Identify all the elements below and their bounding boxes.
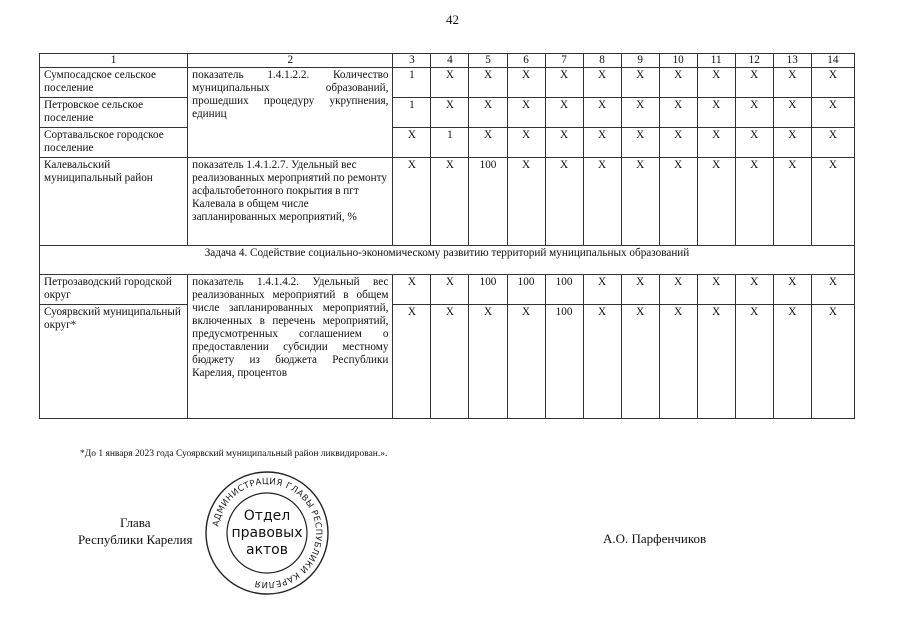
indicator-text: показатель 1.4.1.4.2. Удельный вес реализованных мероприятий в общем числе запланированных мероприятий, включенных в перечень мероприятий, предусмотренных соглашением о предоставлении субсидии местному бюджету из бюджета Республики Карелия, процентов — [188, 275, 393, 419]
value-cell: X — [583, 68, 621, 98]
value-cell: X — [545, 98, 583, 128]
value-cell: X — [735, 305, 773, 419]
header-row — [40, 54, 855, 68]
value-cell: X — [811, 68, 854, 98]
value-cell: X — [507, 68, 545, 98]
header-cell: 4 — [431, 54, 469, 68]
value-cell: X — [773, 305, 811, 419]
value-cell: X — [621, 305, 659, 419]
value-cell: X — [773, 275, 811, 305]
value-cell: X — [735, 275, 773, 305]
value-cell: X — [811, 158, 854, 246]
value-cell: X — [621, 128, 659, 158]
value-cell: X — [469, 68, 507, 98]
value-cell: X — [811, 275, 854, 305]
value-cell: X — [545, 128, 583, 158]
value-cell: X — [393, 275, 431, 305]
value-cell: X — [621, 275, 659, 305]
value-cell: X — [583, 158, 621, 246]
value-cell: X — [431, 98, 469, 128]
header-cell: 8 — [583, 54, 621, 68]
header-cell: 12 — [735, 54, 773, 68]
value-cell: X — [469, 98, 507, 128]
task-row — [40, 246, 855, 275]
value-cell: X — [697, 68, 735, 98]
value-cell: X — [697, 128, 735, 158]
value-cell: X — [659, 98, 697, 128]
value-cell: 1 — [393, 98, 431, 128]
task-title: Задача 4. Содействие социально-экономическому развитию территорий муниципальных образований — [40, 246, 855, 275]
value-cell: X — [583, 275, 621, 305]
header-cell: 2 — [188, 54, 393, 68]
value-cell: X — [773, 128, 811, 158]
value-cell: X — [431, 68, 469, 98]
municipality-name: Сумпосадское сельское поселение — [40, 68, 188, 98]
value-cell: X — [583, 305, 621, 419]
value-cell: 100 — [469, 158, 507, 246]
header-cell: 7 — [545, 54, 583, 68]
official-stamp — [204, 470, 330, 596]
svg-text:Отдел: Отдел — [243, 508, 291, 524]
header-cell: 14 — [811, 54, 854, 68]
header-cell: 10 — [659, 54, 697, 68]
municipality-name: Петровское сельское поселение — [40, 98, 188, 128]
value-cell: X — [431, 275, 469, 305]
footnote: *До 1 января 2023 года Суоярвский муниципальный район ликвидирован.». — [80, 449, 388, 459]
value-cell: 100 — [545, 275, 583, 305]
header-cell: 13 — [773, 54, 811, 68]
table-row — [40, 305, 855, 419]
signature-name: А.О. Парфенчиков — [603, 531, 707, 546]
page-number: 42 — [446, 12, 459, 27]
value-cell: X — [469, 305, 507, 419]
signature-title — [78, 514, 192, 548]
table-row — [40, 98, 855, 128]
value-cell: X — [811, 98, 854, 128]
value-cell: X — [773, 158, 811, 246]
value-cell: X — [773, 68, 811, 98]
value-cell: X — [735, 158, 773, 246]
value-cell: X — [507, 98, 545, 128]
header-cell: 3 — [393, 54, 431, 68]
value-cell: X — [431, 305, 469, 419]
value-cell: X — [659, 158, 697, 246]
value-cell: X — [735, 68, 773, 98]
table-row — [40, 68, 855, 98]
header-cell: 6 — [507, 54, 545, 68]
value-cell: X — [659, 275, 697, 305]
header-cell: 1 — [40, 54, 188, 68]
header-cell: 9 — [621, 54, 659, 68]
value-cell: X — [507, 128, 545, 158]
svg-text:правовых: правовых — [231, 525, 303, 541]
value-cell: X — [697, 275, 735, 305]
value-cell: X — [697, 305, 735, 419]
value-cell: X — [431, 158, 469, 246]
municipality-name: Сортавальское городское поселение — [40, 128, 188, 158]
municipality-name: Петрозаводский городской округ — [40, 275, 188, 305]
value-cell: X — [735, 98, 773, 128]
value-cell: X — [659, 305, 697, 419]
value-cell: X — [773, 98, 811, 128]
value-cell: X — [393, 158, 431, 246]
municipality-name: Калевальский муниципальный район — [40, 158, 188, 246]
value-cell: X — [697, 98, 735, 128]
value-cell: 100 — [469, 275, 507, 305]
signature-title-line2: Республики Карелия — [78, 532, 193, 547]
value-cell: X — [697, 158, 735, 246]
indicators-table — [39, 53, 855, 419]
value-cell: X — [621, 158, 659, 246]
value-cell: X — [811, 305, 854, 419]
value-cell: 100 — [545, 305, 583, 419]
municipality-name: Суоярвский муниципальный округ* — [40, 305, 188, 419]
value-cell: X — [659, 128, 697, 158]
value-cell: X — [545, 68, 583, 98]
header-cell: 5 — [469, 54, 507, 68]
value-cell: X — [545, 158, 583, 246]
value-cell: X — [469, 128, 507, 158]
value-cell: 100 — [507, 275, 545, 305]
svg-text:АДМИНИСТРАЦИЯ ГЛАВЫ РЕСПУБЛИКИ: АДМИНИСТРАЦИЯ ГЛАВЫ РЕСПУБЛИКИ КАРЕЛИЯ — [211, 476, 324, 590]
indicator-text: показатель 1.4.1.2.7. Удельный вес реализованных мероприятий по ремонту асфальтобетонного покрытия в пгт Калевала в общем числе запланированных мероприятий, % — [188, 158, 393, 246]
value-cell: X — [583, 128, 621, 158]
svg-text:актов: актов — [245, 542, 289, 558]
table-row — [40, 128, 855, 158]
header-cell: 11 — [697, 54, 735, 68]
value-cell: X — [393, 305, 431, 419]
table-row — [40, 158, 855, 246]
value-cell: X — [621, 98, 659, 128]
value-cell: X — [393, 128, 431, 158]
value-cell: 1 — [393, 68, 431, 98]
value-cell: 1 — [431, 128, 469, 158]
value-cell: X — [621, 68, 659, 98]
indicator-text: показатель 1.4.1.2.2. Количество муниципальных образований, прошедших процедуру укрупнения, единиц — [188, 68, 393, 158]
value-cell: X — [583, 98, 621, 128]
signature-title-line1: Глава — [119, 515, 151, 530]
value-cell: X — [507, 305, 545, 419]
value-cell: X — [507, 158, 545, 246]
value-cell: X — [735, 128, 773, 158]
value-cell: X — [659, 68, 697, 98]
value-cell: X — [811, 128, 854, 158]
table-row — [40, 275, 855, 305]
